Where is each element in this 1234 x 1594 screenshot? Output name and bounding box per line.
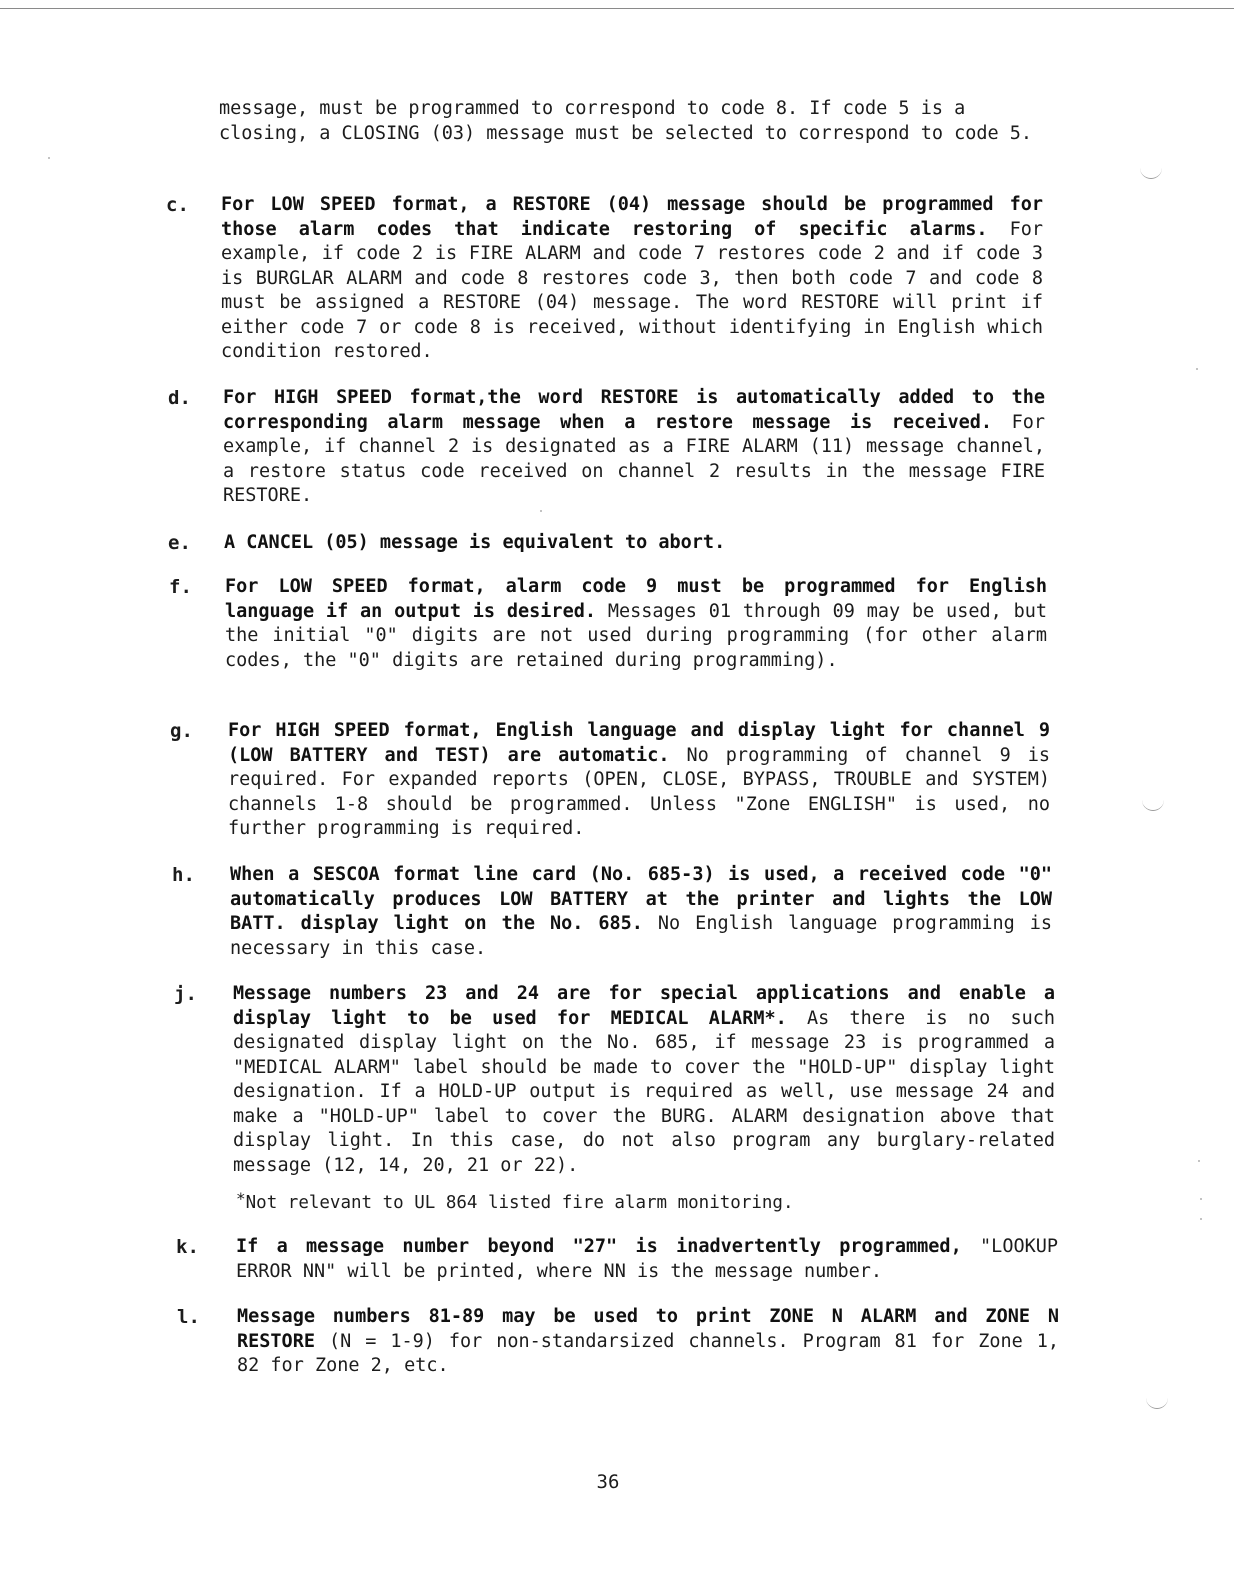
item-bold-text: A CANCEL (05) message is equivalent to abort. (224, 532, 726, 553)
item-body (225, 575, 1047, 673)
footnote (236, 1187, 1056, 1215)
scan-speck (1196, 368, 1198, 370)
item-body (223, 386, 1045, 509)
scan-speck (1200, 1198, 1202, 1200)
scan-speck (1200, 1218, 1202, 1220)
item-bold-text: When a SESCOA format line card (No. 685-3) is used, a received code "0" automatically produces LOW BATTERY at the printer and lights the LOW BATT. display light on the No. 685. (230, 864, 1052, 934)
item-bold-text: For LOW SPEED format, a RESTORE (04) message should be programmed for those alarm codes that indicate restoring of specific alarms. (221, 194, 1043, 240)
item-bold-text: For HIGH SPEED format,the word RESTORE is automatically added to the corresponding alarm message when a restore message is received. (223, 387, 1045, 433)
item-body (221, 193, 1043, 365)
item-text: No English language programming is necessary in this case. (230, 913, 1053, 959)
item-text: For example, if code 2 is FIRE ALARM and code 7 restores code 2 and if code 3 is BURGLAR ALARM and code 8 restores code 3, then both code 7 and code 8 must be assigned a RESTORE (04) message. The word RESTORE will print if either code 7 or code 8 is received, without identifying in English which condition restored. (221, 218, 1043, 362)
item-letter: k. (176, 1236, 199, 1258)
item-body (224, 531, 1046, 556)
item-letter: g. (170, 720, 193, 742)
item-body (236, 1235, 1058, 1284)
item-body (237, 1305, 1059, 1379)
item-letter: e. (168, 532, 191, 554)
item-text: No programming of channel 9 is required. For expanded reports (OPEN, CLOSE, BYPASS, TROUBLE and SYSTEM) channels 1-8 should be programmed. Unless "Zone ENGLISH" is used, no further programming is required. (228, 744, 1051, 839)
item-letter: c. (166, 194, 189, 216)
item-bold-text: For HIGH SPEED format, English language and display light for channel 9 (LOW BATTERY and TEST) are automatic. (228, 720, 1050, 766)
scan-speck (1198, 1160, 1200, 1162)
item-text: (N = 1-9) for non-standarsized channels. Program 81 for Zone 1, 82 for Zone 2, etc. (237, 1330, 1059, 1376)
item-letter: f. (169, 576, 192, 598)
item-letter: l. (177, 1306, 200, 1328)
item-body (228, 719, 1050, 842)
item-text: "LOOKUP ERROR NN" will be printed, where NN is the message number. (236, 1236, 1059, 1282)
scan-mark (1142, 800, 1164, 811)
item-text: As there is no such designated display light on the No. 685, if message 23 is programmed a "MEDICAL ALARM" label should be made to cover the "HOLD-UP" display light designation. If a HOLD-UP output is required as well, use message 24 and make a "HOLD-UP" label to cover the BURG. ALARM designation above that display light. In this case, do not also program any burglary-related message (12, 14, 20, 21 or 22). (233, 1007, 1055, 1176)
item-letter: h. (172, 864, 195, 886)
item-bold-text: Message numbers 23 and 24 are for special applications and enable a display light to be used for MEDICAL ALARM*. (233, 983, 1055, 1029)
scan-mark (1140, 168, 1162, 179)
item-body (233, 982, 1055, 1178)
item-bold-text: Message numbers 81-89 may be used to print ZONE N ALARM and ZONE N RESTORE (237, 1306, 1059, 1352)
scan-speck (48, 157, 50, 159)
lead-paragraph: message, must be programmed to correspond to code 8. If code 5 is a closing, a CLOSING (03) message must be selected to correspond to code 5. (219, 98, 1033, 144)
footnote-text: Not relevant to UL 864 listed fire alarm monitoring. (245, 1193, 794, 1213)
scan-speck (540, 510, 542, 512)
footnote-marker: * (236, 1189, 246, 1208)
item-letter: d. (168, 387, 191, 409)
page-number: 36 (596, 1471, 620, 1493)
item-body (230, 863, 1052, 961)
top-rule (0, 8, 1234, 9)
item-bold-text: If a message number beyond "27" is inadvertently programmed, (236, 1236, 962, 1257)
scan-mark (1146, 1398, 1168, 1409)
item-bold-text: For LOW SPEED format, alarm code 9 must be programmed for English language if an output is desired. (225, 576, 1047, 622)
item-letter: j. (174, 983, 197, 1005)
item-text: For example, if channel 2 is designated as a FIRE ALARM (11) message channel, a restore status code received on channel 2 results in the message FIRE RESTORE. (223, 411, 1045, 506)
item-text: Messages 01 through 09 may be used, but the initial "0" digits are not used during programming (for other alarm codes, the "0" digits are retained during programming). (225, 600, 1047, 671)
